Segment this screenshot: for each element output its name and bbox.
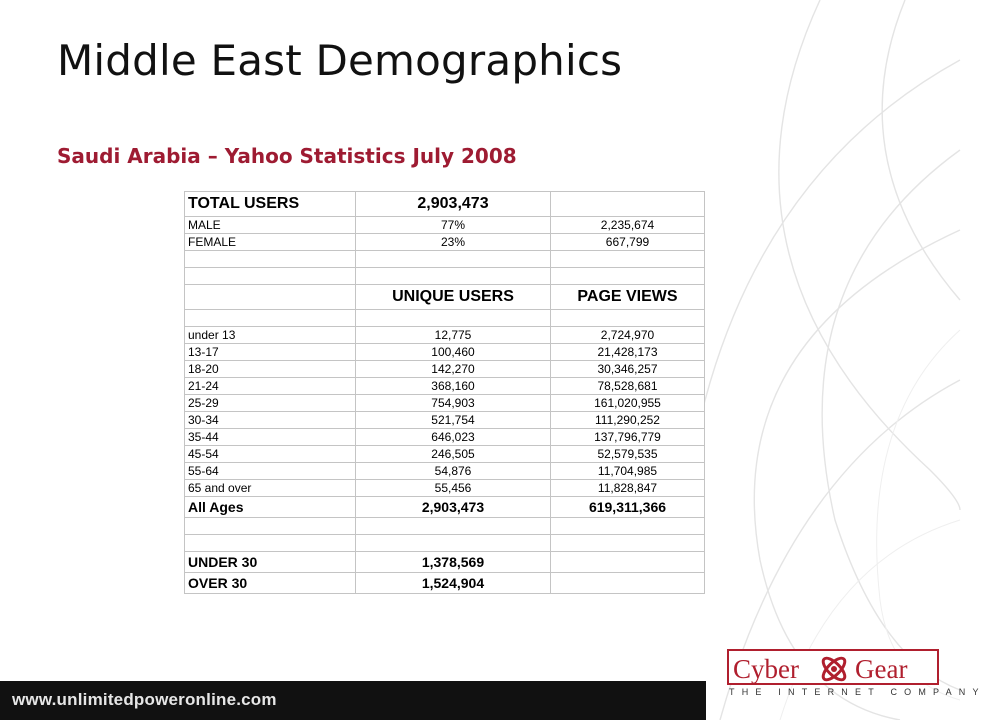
age-group-label: 65 and over [185,480,356,497]
unique-users-value: 521,754 [356,412,551,429]
age-group-label: 30-34 [185,412,356,429]
empty-cell [185,518,356,535]
age-group-label: 45-54 [185,446,356,463]
page-views-value: 21,428,173 [551,344,705,361]
empty-cell [356,518,551,535]
footer-bar [0,681,706,720]
gender-label: FEMALE [185,234,356,251]
page-views-value: 2,724,970 [551,327,705,344]
logo-box [727,649,939,685]
table-row [185,429,705,446]
age-group-label: 25-29 [185,395,356,412]
table-row-blank [185,251,705,268]
gender-percent: 23% [356,234,551,251]
page-views-value: 11,704,985 [551,463,705,480]
empty-cell [551,251,705,268]
under-30-value: 1,378,569 [356,552,551,573]
age-group-label: 13-17 [185,344,356,361]
column-header-unique-users: UNIQUE USERS [356,285,551,310]
table-row-all-ages [185,497,705,518]
gender-count: 2,235,674 [551,217,705,234]
unique-users-value: 246,505 [356,446,551,463]
table-row-blank [185,535,705,552]
unique-users-value: 646,023 [356,429,551,446]
empty-cell [551,552,705,573]
table-row [185,378,705,395]
empty-cell [185,268,356,285]
page-views-value: 30,346,257 [551,361,705,378]
company-logo [727,649,986,701]
empty-cell [551,268,705,285]
gender-percent: 77% [356,217,551,234]
age-group-label: 18-20 [185,361,356,378]
page-views-value: 52,579,535 [551,446,705,463]
age-group-label: 21-24 [185,378,356,395]
all-ages-unique-users: 2,903,473 [356,497,551,518]
table-row-blank [185,310,705,327]
over-30-value: 1,524,904 [356,573,551,594]
atom-swirl-icon [817,652,851,686]
all-ages-page-views: 619,311,366 [551,497,705,518]
empty-cell [551,535,705,552]
empty-cell [356,251,551,268]
table-row [185,361,705,378]
unique-users-value: 12,775 [356,327,551,344]
empty-cell [185,535,356,552]
logo-word-right: Gear [855,654,908,684]
empty-cell [356,268,551,285]
table-row [185,327,705,344]
total-users-value: 2,903,473 [356,192,551,217]
empty-cell [185,310,356,327]
empty-cell [356,310,551,327]
table-row [185,446,705,463]
gender-label: MALE [185,217,356,234]
unique-users-value: 754,903 [356,395,551,412]
slide-title: Middle East Demographics [57,36,623,85]
unique-users-value: 55,456 [356,480,551,497]
age-group-label: 35-44 [185,429,356,446]
table-row-total-users [185,192,705,217]
total-users-label: TOTAL USERS [185,192,356,217]
table-row [185,395,705,412]
age-group-label: under 13 [185,327,356,344]
page-views-value: 137,796,779 [551,429,705,446]
empty-cell [551,192,705,217]
page-views-value: 11,828,847 [551,480,705,497]
unique-users-value: 54,876 [356,463,551,480]
over-30-label: OVER 30 [185,573,356,594]
table-row [185,480,705,497]
empty-cell [185,251,356,268]
table-row-blank [185,518,705,535]
all-ages-label: All Ages [185,497,356,518]
gender-count: 667,799 [551,234,705,251]
empty-cell [356,535,551,552]
unique-users-value: 100,460 [356,344,551,361]
statistics-table [184,191,705,594]
empty-cell [551,518,705,535]
table-row-female [185,234,705,251]
column-header-page-views: PAGE VIEWS [551,285,705,310]
logo-tagline: THE INTERNET COMPANY [729,687,986,697]
age-group-label: 55-64 [185,463,356,480]
table-row-over-30 [185,573,705,594]
unique-users-value: 368,160 [356,378,551,395]
slide-subtitle: Saudi Arabia – Yahoo Statistics July 2008 [57,144,517,168]
empty-cell [551,573,705,594]
footer-url[interactable]: www.unlimitedpoweronline.com [12,690,277,709]
under-30-label: UNDER 30 [185,552,356,573]
table-row-blank [185,268,705,285]
table-row [185,344,705,361]
table-row-male [185,217,705,234]
table-row-column-headers [185,285,705,310]
empty-cell [185,285,356,310]
unique-users-value: 142,270 [356,361,551,378]
empty-cell [551,310,705,327]
table-row-under-30 [185,552,705,573]
page-views-value: 111,290,252 [551,412,705,429]
table-row [185,412,705,429]
page-views-value: 78,528,681 [551,378,705,395]
page-views-value: 161,020,955 [551,395,705,412]
table-row [185,463,705,480]
logo-word-left: Cyber [733,654,799,684]
